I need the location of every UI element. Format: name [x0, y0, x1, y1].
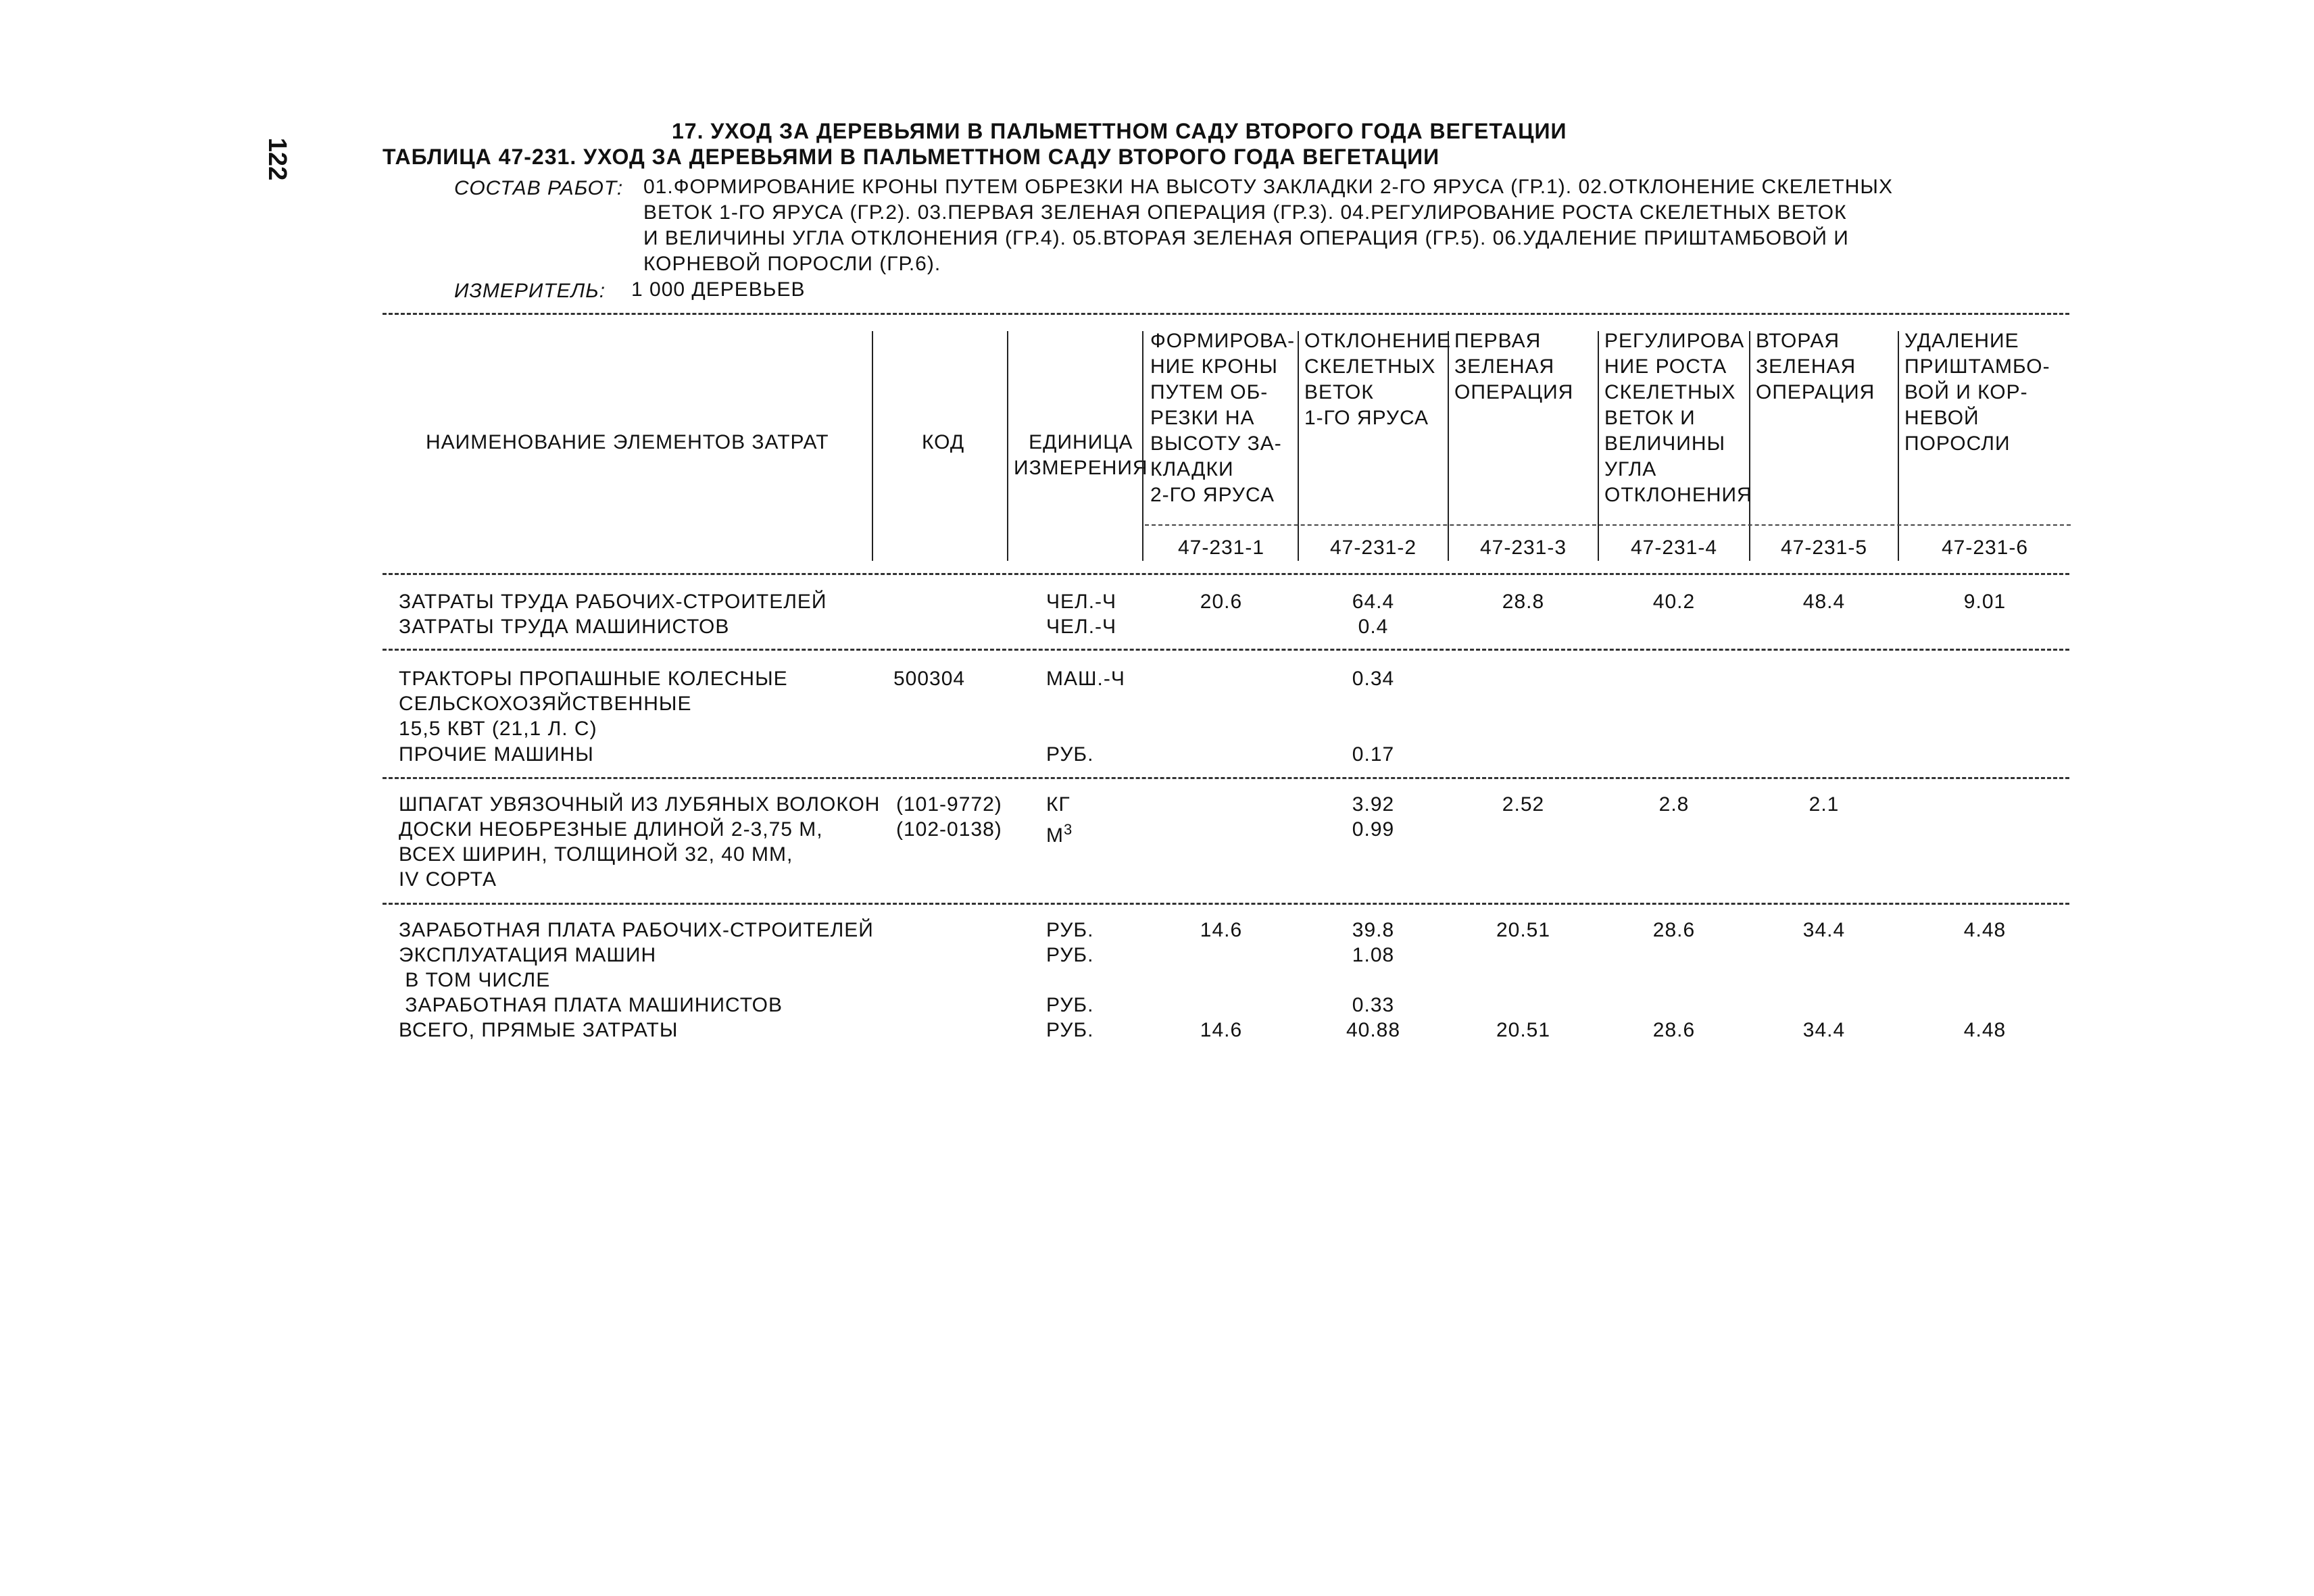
- row-unit: [1046, 817, 1073, 848]
- row-value: 28.8: [1502, 591, 1545, 613]
- row-name: ЗАТРАТЫ ТРУДА МАШИНИСТОВ: [399, 616, 730, 638]
- row-unit: МАШ.-Ч: [1046, 668, 1125, 690]
- group-rule: [383, 903, 2069, 905]
- row-value: 40.2: [1652, 591, 1696, 613]
- row-value: 0.4: [1358, 616, 1389, 638]
- table-top-rule: [383, 313, 2069, 315]
- row-value: 34.4: [1802, 1019, 1846, 1041]
- header-divider: [1898, 331, 1899, 561]
- row-unit: ЧЕЛ.-Ч: [1046, 591, 1117, 613]
- column-title-4: РЕГУЛИРОВА НИЕ РОСТА СКЕЛЕТНЫХ ВЕТОК И ВЕЛИЧИНЫ УГЛА ОТКЛОНЕНИЯ: [1604, 330, 1752, 506]
- row-name: ЗАРАБОТНАЯ ПЛАТА РАБОЧИХ-СТРОИТЕЛЕЙ: [399, 919, 874, 941]
- header-divider: [872, 331, 873, 561]
- scope-label: СОСТАВ РАБОТ:: [454, 177, 624, 199]
- scope-line-2: ВЕТОК 1-ГО ЯРУСА (ГР.2). 03.ПЕРВАЯ ЗЕЛЕНАЯ ОПЕРАЦИЯ (ГР.3). 04.РЕГУЛИРОВАНИЕ РОСТА СКЕЛЕТНЫХ ВЕТОК: [643, 201, 1847, 224]
- row-name: ПРОЧИЕ МАШИНЫ: [399, 743, 594, 766]
- column-code-5: 47-231-5: [1780, 537, 1868, 559]
- row-name: ТРАКТОРЫ ПРОПАШНЫЕ КОЛЕСНЫЕ СЕЛЬСКОХОЗЯЙСТВЕННЫЕ 15,5 КВТ (21,1 Л. С): [399, 668, 788, 740]
- row-value: 0.34: [1352, 668, 1395, 690]
- row-value: 4.48: [1963, 1019, 2007, 1041]
- row-value: 14.6: [1200, 919, 1243, 941]
- table-title: ТАБЛИЦА 47-231. УХОД ЗА ДЕРЕВЬЯМИ В ПАЛЬМЕТТНОМ САДУ ВТОРОГО ГОДА ВЕГЕТАЦИИ: [383, 145, 1440, 169]
- header-unit: ЕДИНИЦА ИЗМЕРЕНИЯ: [1014, 431, 1148, 479]
- row-value: 28.6: [1652, 1019, 1696, 1041]
- row-value: 39.8: [1352, 919, 1395, 941]
- column-code-6: 47-231-6: [1941, 537, 2029, 559]
- scope-line-1: 01.ФОРМИРОВАНИЕ КРОНЫ ПУТЕМ ОБРЕЗКИ НА ВЫСОТУ ЗАКЛАДКИ 2-ГО ЯРУСА (ГР.1). 02.ОТКЛОНЕНИЕ СКЕЛЕТНЫХ: [643, 176, 1893, 198]
- row-name: ЗАТРАТЫ ТРУДА РАБОЧИХ-СТРОИТЕЛЕЙ: [399, 591, 827, 613]
- row-value: 9.01: [1963, 591, 2007, 613]
- scope-line-4: КОРНЕВОЙ ПОРОСЛИ (ГР.6).: [643, 253, 941, 275]
- column-code-1: 47-231-1: [1177, 537, 1265, 559]
- row-value: 2.1: [1808, 793, 1840, 816]
- row-unit: КГ: [1046, 793, 1070, 816]
- row-value: 2.52: [1502, 793, 1545, 816]
- row-value: 4.48: [1963, 919, 2007, 941]
- row-code: 500304: [893, 668, 966, 690]
- row-value: 2.8: [1658, 793, 1690, 816]
- row-name: В ТОМ ЧИСЛЕ: [399, 969, 551, 991]
- group-rule: [383, 649, 2069, 651]
- page-number: 122: [263, 137, 292, 181]
- row-value: 64.4: [1352, 591, 1395, 613]
- row-value: 34.4: [1802, 919, 1846, 941]
- column-title-3: ПЕРВАЯ ЗЕЛЕНАЯ ОПЕРАЦИЯ: [1454, 330, 1574, 403]
- column-title-1: ФОРМИРОВА- НИЕ КРОНЫ ПУТЕМ ОБ- РЕЗКИ НА ВЫСОТУ ЗА- КЛАДКИ 2-ГО ЯРУСА: [1150, 330, 1296, 506]
- column-code-3: 47-231-3: [1479, 537, 1567, 559]
- section-title: 17. УХОД ЗА ДЕРЕВЬЯМИ В ПАЛЬМЕТТНОМ САДУ ВТОРОГО ГОДА ВЕГЕТАЦИИ: [672, 119, 1567, 143]
- row-value: 3.92: [1352, 793, 1395, 816]
- row-unit-superscript: 3: [1064, 821, 1073, 838]
- row-value: 28.6: [1652, 919, 1696, 941]
- column-title-6: УДАЛЕНИЕ ПРИШТАМБО- ВОЙ И КОР- НЕВОЙ ПОРОСЛИ: [1904, 330, 2050, 455]
- row-unit: РУБ.: [1046, 994, 1094, 1016]
- row-value: 0.17: [1352, 743, 1395, 766]
- row-unit: РУБ.: [1046, 743, 1094, 766]
- row-name: ВСЕГО, ПРЯМЫЕ ЗАТРАТЫ: [399, 1019, 679, 1041]
- row-value: 0.33: [1352, 994, 1395, 1016]
- header-divider: [1007, 331, 1008, 561]
- row-name: ЭКСПЛУАТАЦИЯ МАШИН: [399, 944, 657, 966]
- row-value: 20.6: [1200, 591, 1243, 613]
- row-name: ДОСКИ НЕОБРЕЗНЫЕ ДЛИНОЙ 2-3,75 М, ВСЕХ ШИРИН, ТОЛЩИНОЙ 32, 40 ММ, IV СОРТА: [399, 818, 823, 891]
- scope-line-3: И ВЕЛИЧИНЫ УГЛА ОТКЛОНЕНИЯ (ГР.4). 05.ВТОРАЯ ЗЕЛЕНАЯ ОПЕРАЦИЯ (ГР.5). 06.УДАЛЕНИЕ ПРИШТАМБОВОЙ И: [643, 227, 1849, 249]
- row-code: (102-0138): [896, 818, 1002, 841]
- header-divider: [1142, 331, 1143, 561]
- row-value: 0.99: [1352, 818, 1395, 841]
- row-code: (101-9772): [896, 793, 1002, 816]
- row-value: 1.08: [1352, 944, 1395, 966]
- row-name: ШПАГАТ УВЯЗОЧНЫЙ ИЗ ЛУБЯНЫХ ВОЛОКОН: [399, 793, 881, 816]
- row-value: 40.88: [1346, 1019, 1401, 1041]
- row-unit-base: М: [1046, 824, 1064, 847]
- column-code-4: 47-231-4: [1630, 537, 1718, 559]
- header-bottom-rule: [383, 573, 2069, 575]
- meter-label: ИЗМЕРИТЕЛЬ:: [454, 280, 606, 302]
- meter-value: 1 000 ДЕРЕВЬЕВ: [631, 278, 806, 301]
- header-code: КОД: [922, 431, 965, 453]
- row-value: 48.4: [1802, 591, 1846, 613]
- row-unit: РУБ.: [1046, 944, 1094, 966]
- row-unit: ЧЕЛ.-Ч: [1046, 616, 1117, 638]
- row-unit: РУБ.: [1046, 919, 1094, 941]
- row-value: 20.51: [1496, 919, 1551, 941]
- header-divider: [1298, 331, 1299, 561]
- column-title-2: ОТКЛОНЕНИЕ СКЕЛЕТНЫХ ВЕТОК 1-ГО ЯРУСА: [1304, 330, 1452, 429]
- column-code-2: 47-231-2: [1329, 537, 1417, 559]
- header-name: НАИМЕНОВАНИЕ ЭЛЕМЕНТОВ ЗАТРАТ: [426, 431, 829, 453]
- row-value: 14.6: [1200, 1019, 1243, 1041]
- header-divider: [1598, 331, 1599, 561]
- column-code-rule: [1145, 524, 2071, 526]
- column-title-5: ВТОРАЯ ЗЕЛЕНАЯ ОПЕРАЦИЯ: [1756, 330, 1875, 403]
- row-name: ЗАРАБОТНАЯ ПЛАТА МАШИНИСТОВ: [399, 994, 783, 1016]
- row-value: 20.51: [1496, 1019, 1551, 1041]
- group-rule: [383, 777, 2069, 779]
- row-unit: РУБ.: [1046, 1019, 1094, 1041]
